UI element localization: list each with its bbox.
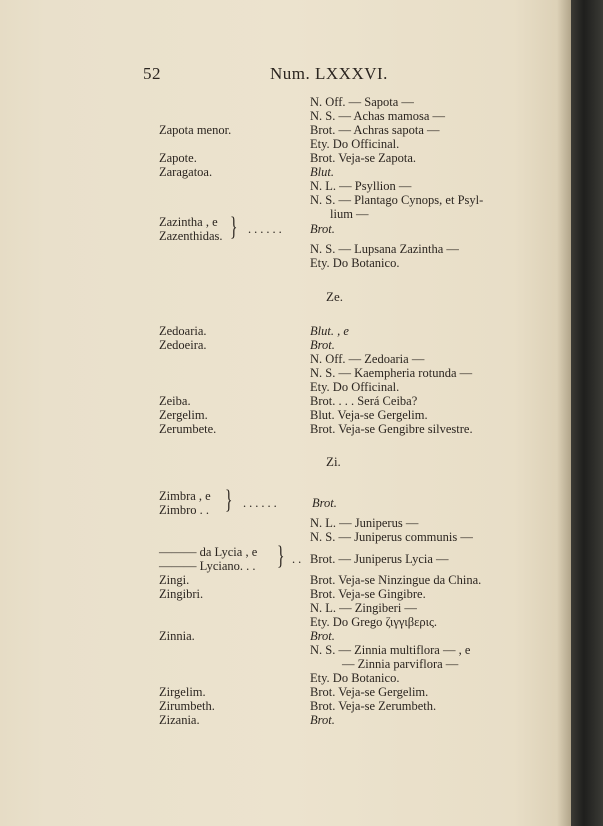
entry-line: N. S. — Lupsana Zazintha — <box>310 242 459 256</box>
entry-line: N. L. — Psyllion — <box>310 179 412 193</box>
entry-term: ——— da Lycia , e <box>159 545 258 559</box>
entry-line: N. L. — Juniperus — <box>310 516 419 530</box>
entry-line: Ety. Do Officinal. <box>310 380 400 394</box>
entry-term: Zedoaria. <box>159 324 207 338</box>
entry-line: Brot. — Juniperus Lycia — <box>310 552 449 566</box>
entry-line: Brot. <box>310 222 335 236</box>
entry-term: Zizania. <box>159 713 200 727</box>
entry-line: Brot. — Achras sapota — <box>310 123 440 137</box>
entry-term: Zapote. <box>159 151 197 165</box>
entry-term: Zirumbeth. <box>159 699 215 713</box>
section-heading: Ze. <box>326 289 343 304</box>
section-heading: Zi. <box>326 454 341 469</box>
brace-icon: } <box>230 212 238 241</box>
entry-term: Zapota menor. <box>159 123 232 137</box>
entry-term: Zerumbete. <box>159 422 217 436</box>
page-number: 52 <box>143 64 161 83</box>
entry-line: Ety. Do Botanico. <box>310 256 400 270</box>
entry-line: N. S. — Kaempheria rotunda — <box>310 366 473 380</box>
entry-line: lium — <box>330 207 369 221</box>
entry-line: Brot. Veja-se Gengibre silvestre. <box>310 422 473 436</box>
entry-term: Zazintha , e <box>159 215 218 229</box>
entry-line: Blut. <box>310 165 334 179</box>
entry-line: Brot. Veja-se Zapota. <box>310 151 416 165</box>
entry-term: Zedoeira. <box>159 338 207 352</box>
entry-line: N. L. — Zingiberi — <box>310 601 417 615</box>
entry-line: Blut. , e <box>310 324 349 338</box>
page-title: Num. LXXXVI. <box>270 64 388 83</box>
brace-icon: } <box>225 485 233 514</box>
entry-line: N. S. — Achas mamosa — <box>310 109 446 123</box>
leader-dots: ...... <box>243 496 280 510</box>
book-spine <box>571 0 603 826</box>
entry-term: Zirgelim. <box>159 685 206 699</box>
entry-term: Zimbro . . <box>159 503 209 517</box>
entry-line: Brot. Veja-se Gergelim. <box>310 685 429 699</box>
entry-line: Ety. Do Botanico. <box>310 671 400 685</box>
entry-line: Brot. <box>310 629 335 643</box>
entry-term: Zingibri. <box>159 587 204 601</box>
leader-dots: ...... <box>248 222 285 236</box>
entry-line: N. S. — Plantago Cynops, et Psyl- <box>310 193 484 207</box>
entry-line: Brot. . . . Será Ceiba? <box>310 394 418 408</box>
entry-line: — Zinnia parviflora — <box>342 657 459 671</box>
entry-line: N. S. — Zinnia multiflora — , e <box>310 643 471 657</box>
entry-term: Zingi. <box>159 573 190 587</box>
entry-line: N. Off. — Zedoaria — <box>310 352 425 366</box>
entry-line: Brot. <box>312 496 337 510</box>
entry-term: Zergelim. <box>159 408 208 422</box>
brace-icon: } <box>277 541 285 570</box>
entry-line: N. S. — Juniperus communis — <box>310 530 473 544</box>
entry-term: Zaragatoa. <box>159 165 213 179</box>
entry-line: Brot. <box>310 338 335 352</box>
entry-term: Zimbra , e <box>159 489 211 503</box>
entry-line: Brot. Veja-se Gingibre. <box>310 587 426 601</box>
entry-line: Brot. <box>310 713 335 727</box>
entry-term: Zeiba. <box>159 394 191 408</box>
entry-line: Ety. Do Officinal. <box>310 137 400 151</box>
entry-line: Brot. Veja-se Ninzingue da China. <box>310 573 482 587</box>
entry-line: N. Off. — Sapota — <box>310 95 414 109</box>
entry-term: Zazenthidas. <box>159 229 223 243</box>
entry-term: ——— Lyciano. . . <box>159 559 256 573</box>
leader-dots: .. <box>292 552 305 566</box>
entry-line: Ety. Do Grego ζιγγιβερις. <box>310 615 438 629</box>
entry-line: Brot. Veja-se Zerumbeth. <box>310 699 437 713</box>
entry-line: Blut. Veja-se Gergelim. <box>310 408 428 422</box>
entry-term: Zinnia. <box>159 629 195 643</box>
